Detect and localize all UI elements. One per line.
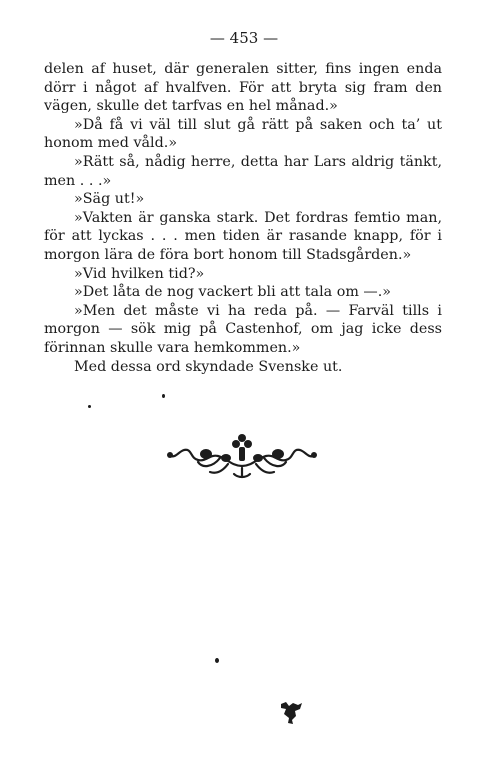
page-number: — 453 — — [209, 29, 279, 47]
paragraph-2: »Då få vi väl till slut gå rätt på saken och ta’ ut honom med våld.» — [44, 116, 442, 152]
paragraph-9: Med dessa ord skyndade Svenske ut. — [74, 358, 343, 375]
ink-blot-icon — [278, 700, 304, 726]
paragraph-3: »Rätt så, nådig herre, detta har Lars aldrig tänkt, men . . .» — [44, 153, 442, 189]
paragraph-5: »Vakten är ganska stark. Det fordras femtio man, för att lyckas . . . men tiden är rasande knapp, för i morgon lära de föra bort honom till Stadsgården.» — [44, 209, 442, 263]
ink-speck — [162, 394, 165, 398]
ink-speck — [88, 405, 91, 408]
paragraph-8: »Men det måste vi ha reda på. — Farväl tills i morgon — sök mig på Castenhof, om jag icke dess förinnan skulle vara hemkommen.» — [44, 302, 442, 356]
ink-speck — [215, 658, 219, 663]
paragraph-6: »Vid hvilken tid?» — [74, 265, 205, 282]
paragraph-4: »Säg ut!» — [74, 191, 145, 208]
paragraph-1: delen af huset, där generalen sitter, fins ingen enda dörr i något af hvalfven. För att bryta sig fram den vägen, skulle det tarfvas en hel månad.» — [44, 61, 442, 115]
floral-scroll-ornament-icon — [162, 428, 322, 484]
paragraph-7: »Det låta de nog vackert bli att tala om —.» — [74, 284, 392, 301]
body-text — [44, 60, 442, 376]
